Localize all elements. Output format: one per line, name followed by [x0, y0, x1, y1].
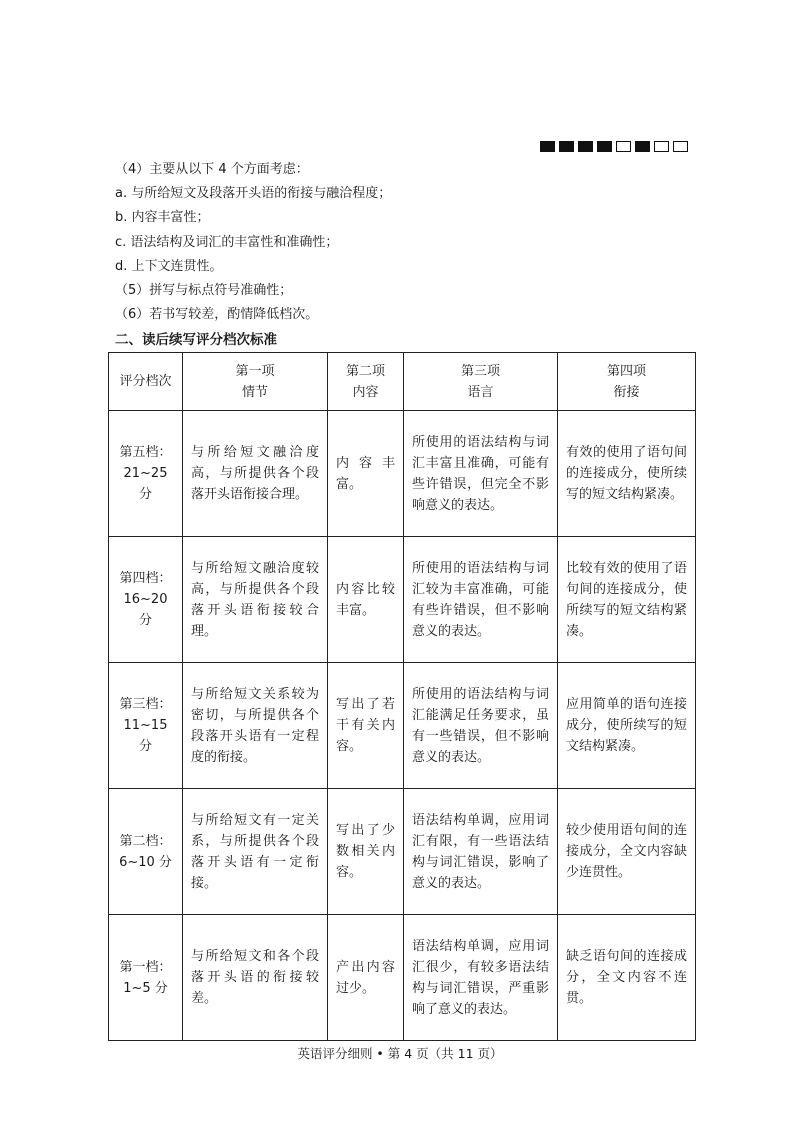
criteria-list — [115, 158, 715, 353]
criteria-line: c. 语法结构及词汇的丰富性和准确性； — [115, 234, 339, 250]
cohesion-cell: 应用简单的语句连接成分，使所续写的短文结构紧凑。 — [558, 663, 696, 789]
criteria-line: a. 与所给短文及段落开头语的衔接与融洽程度； — [115, 186, 392, 202]
content-cell: 内容丰富。 — [328, 411, 404, 537]
header-content: 第二项 内容 — [328, 353, 404, 411]
content-cell: 写出了若干有关内容。 — [328, 663, 404, 789]
section-title: 二、读后续写评分档次标准 — [115, 332, 277, 349]
criteria-line: d. 上下文连贯性。 — [115, 258, 223, 274]
progress-mark — [673, 141, 688, 152]
criteria-line: （6）若书写较差，酌情降低档次。 — [115, 307, 319, 323]
plot-cell: 与所给短文关系较为密切，与所提供各个段落开头语有一定程度的衔接。 — [183, 663, 328, 789]
table-row — [109, 537, 696, 663]
level-cell: 第二档： 6~10 分 — [109, 789, 183, 915]
progress-mark — [559, 141, 574, 152]
progress-marks — [540, 141, 688, 152]
level-cell: 第一档： 1~5 分 — [109, 915, 183, 1041]
cohesion-cell: 较少使用语句间的连接成分，全文内容缺少连贯性。 — [558, 789, 696, 915]
criteria-line: b. 内容丰富性； — [115, 210, 210, 226]
table-header-row — [109, 353, 696, 411]
level-cell: 第三档： 11~15 分 — [109, 663, 183, 789]
plot-cell: 与所给短文有一定关系，与所提供各个段落开头语有一定衔接。 — [183, 789, 328, 915]
progress-mark — [635, 141, 650, 152]
criteria-line: （5）拼写与标点符号准确性； — [115, 282, 293, 298]
cohesion-cell: 缺乏语句间的连接成分，全文内容不连贯。 — [558, 915, 696, 1041]
progress-mark — [616, 141, 631, 152]
header-cohesion: 第四项 衔接 — [558, 353, 696, 411]
progress-mark — [540, 141, 555, 152]
plot-cell: 与所给短文融洽度高，与所提供各个段落开头语衔接合理。 — [183, 411, 328, 537]
language-cell: 语法结构单调，应用词汇很少，有较多语法结构与词汇错误，严重影响了意义的表达。 — [404, 915, 558, 1041]
cohesion-cell: 比较有效的使用了语句间的连接成分，使所续写的短文结构紧凑。 — [558, 537, 696, 663]
content-cell: 内容比较丰富。 — [328, 537, 404, 663]
header-plot: 第一项 情节 — [183, 353, 328, 411]
table-row — [109, 789, 696, 915]
progress-mark — [597, 141, 612, 152]
criteria-line: （4）主要从以下 4 个方面考虑： — [115, 162, 309, 177]
progress-mark — [654, 141, 669, 152]
language-cell: 语法结构单调，应用词汇有限，有一些语法结构与词汇错误，影响了意义的表达。 — [404, 789, 558, 915]
cohesion-cell: 有效的使用了语句间的连接成分，使所续写的短文结构紧凑。 — [558, 411, 696, 537]
scoring-table — [108, 352, 696, 1041]
plot-cell: 与所给短文和各个段落开头语的衔接较差。 — [183, 915, 328, 1041]
progress-mark — [578, 141, 593, 152]
language-cell: 所使用的语法结构与词汇较为丰富准确，可能有些许错误，但不影响意义的表达。 — [404, 537, 558, 663]
language-cell: 所使用的语法结构与词汇丰富且准确，可能有些许错误，但完全不影响意义的表达。 — [404, 411, 558, 537]
plot-cell: 与所给短文融洽度较高，与所提供各个段落开头语衔接较合理。 — [183, 537, 328, 663]
table-row — [109, 915, 696, 1041]
table-row — [109, 663, 696, 789]
content-cell: 产出内容过少。 — [328, 915, 404, 1041]
header-language: 第三项 语言 — [404, 353, 558, 411]
header-level: 评分档次 — [109, 353, 183, 411]
language-cell: 所使用的语法结构与词汇能满足任务要求，虽有一些错误，但不影响意义的表达。 — [404, 663, 558, 789]
content-cell: 写出了少数相关内容。 — [328, 789, 404, 915]
page-footer: 英语评分细则 • 第 4 页（共 11 页） — [297, 1046, 503, 1061]
level-cell: 第四档： 16~20 分 — [109, 537, 183, 663]
level-cell: 第五档： 21~25 分 — [109, 411, 183, 537]
table-row — [109, 411, 696, 537]
